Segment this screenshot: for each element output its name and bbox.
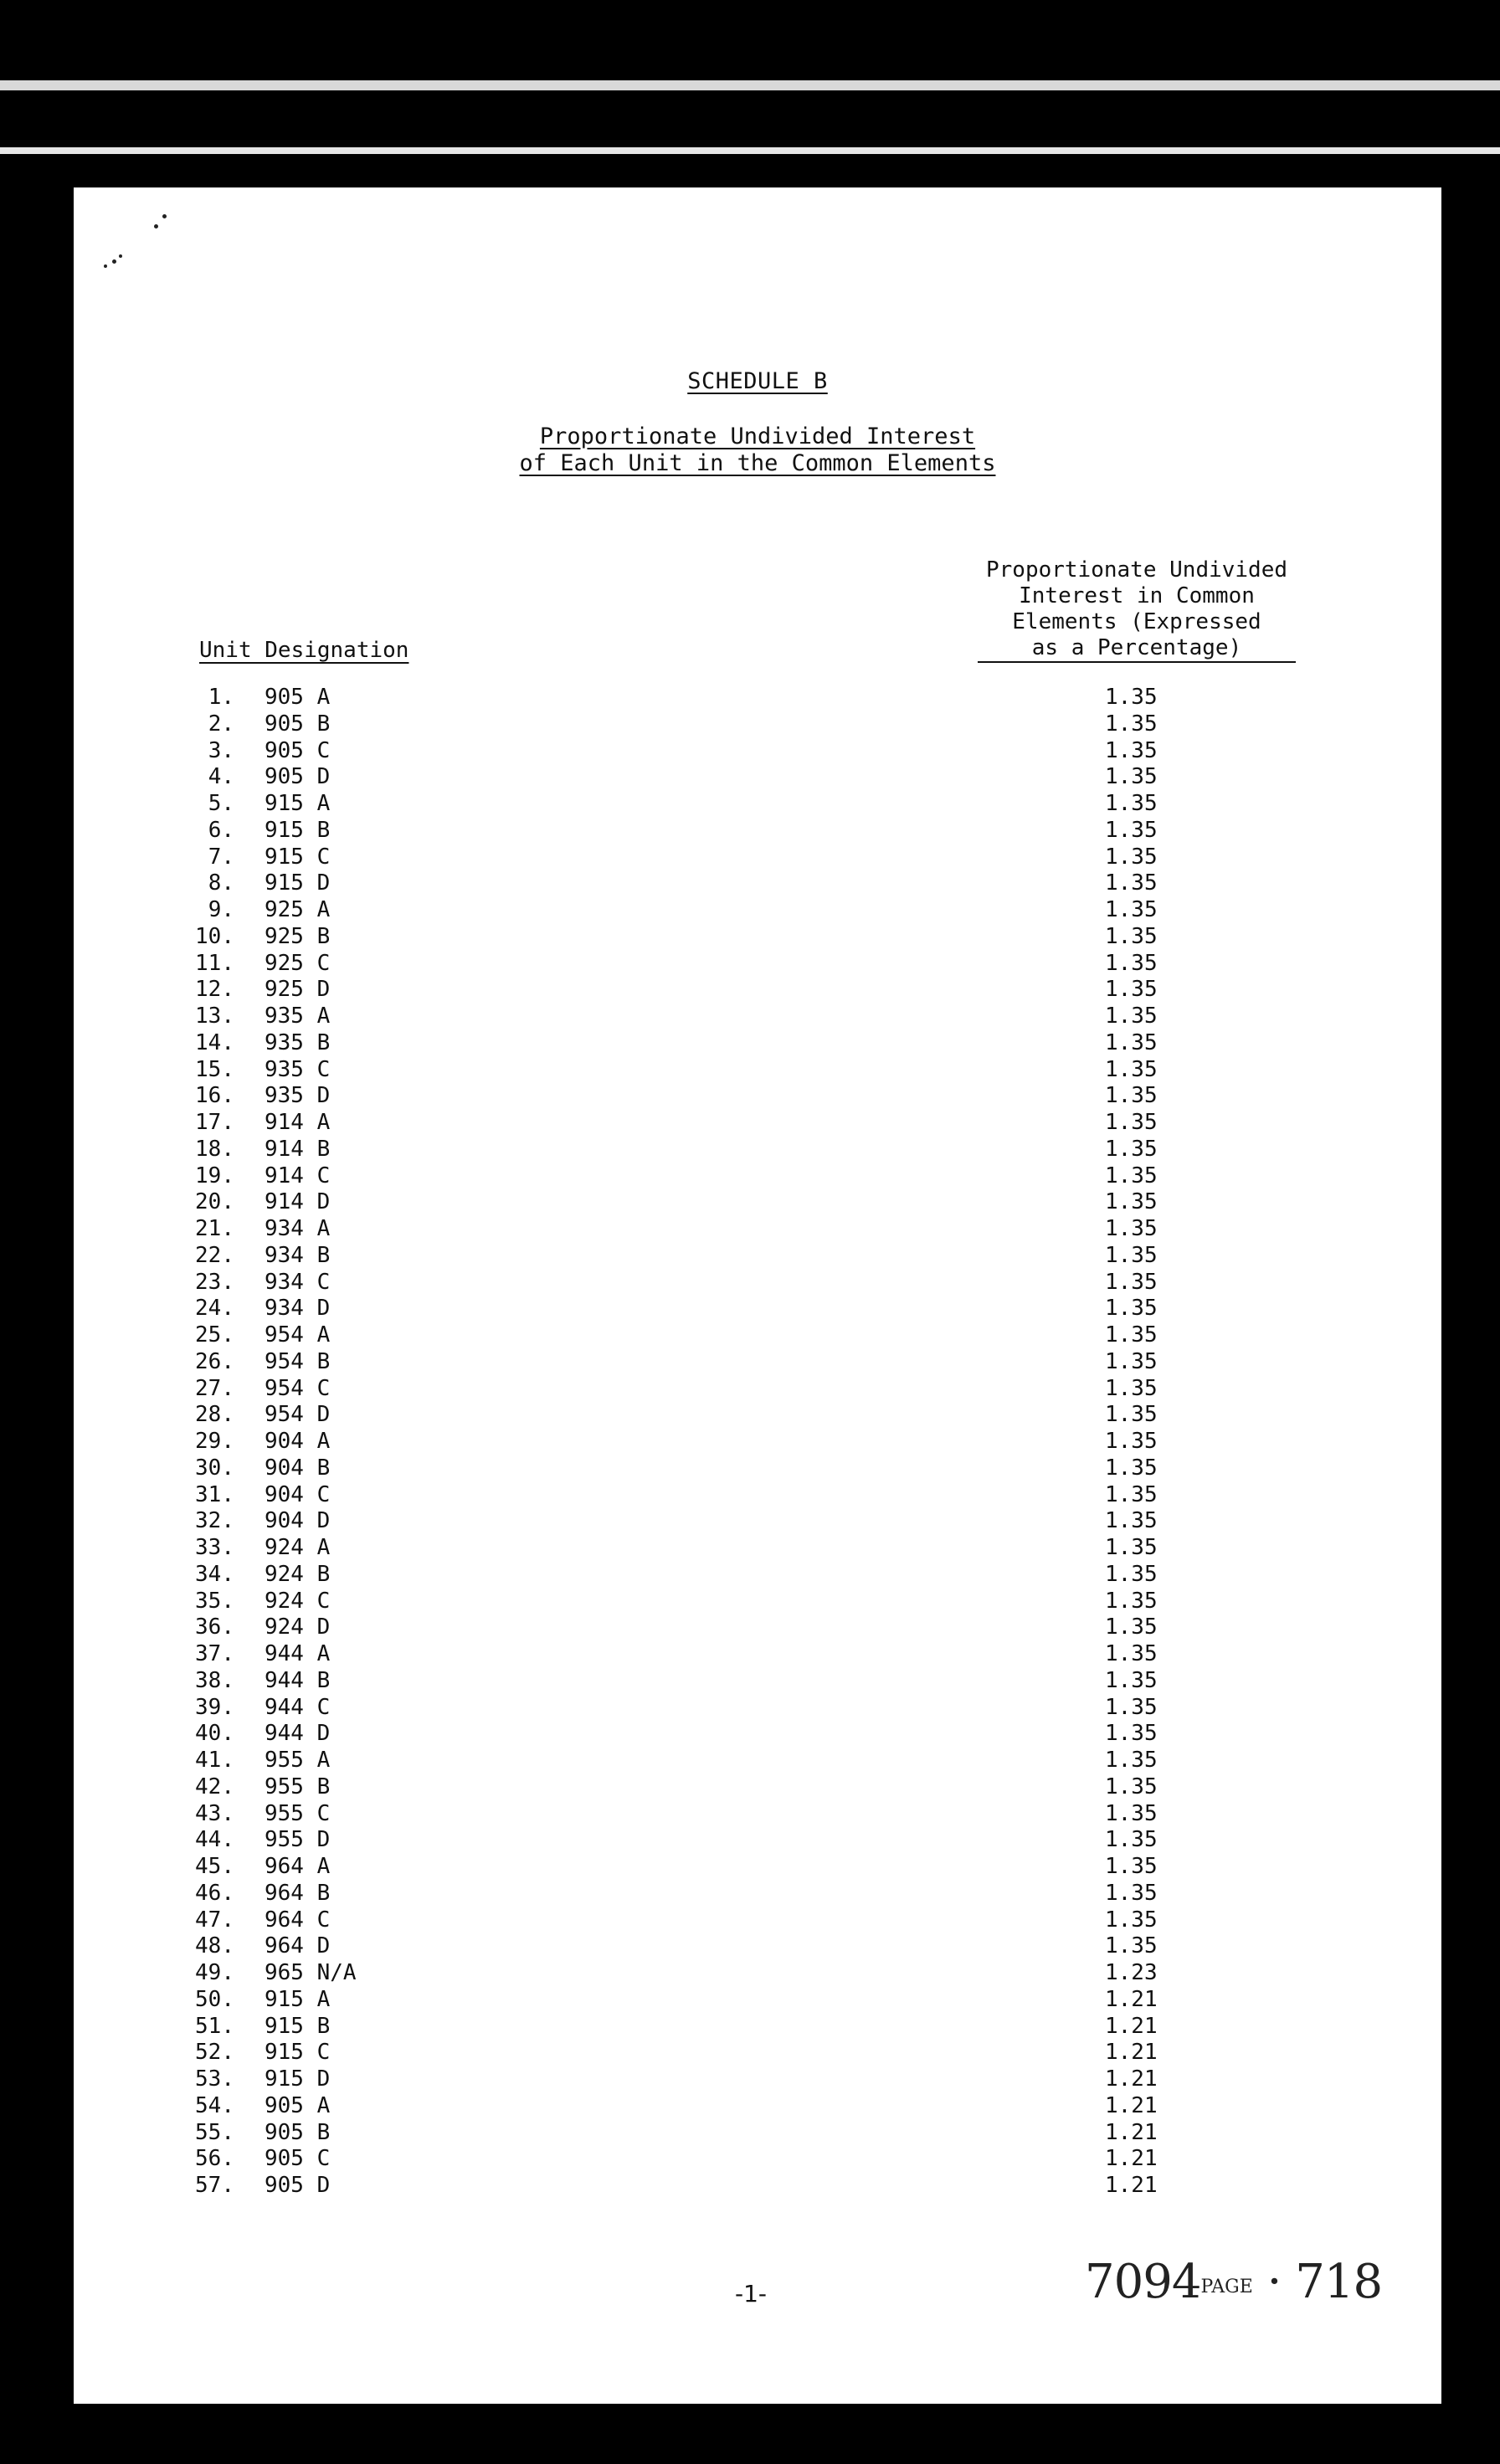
unit-designation: 955 B: [265, 1774, 331, 1799]
row-number: 55.: [195, 2119, 234, 2145]
table-row: [74, 1535, 1441, 1562]
row-number: 40.: [195, 1721, 234, 1747]
row-number: 47.: [195, 1907, 234, 1933]
interest-percentage: 1.35: [1105, 1588, 1158, 1614]
interest-percentage: 1.35: [1105, 1694, 1158, 1720]
row-number: 41.: [195, 1748, 234, 1773]
unit-designation: 935 C: [265, 1056, 331, 1082]
table-row: [74, 1216, 1441, 1243]
table-row: [74, 1482, 1441, 1509]
table-row: [74, 1322, 1441, 1349]
unit-designation: 905 A: [265, 2092, 331, 2118]
interest-percentage: 1.21: [1105, 2040, 1158, 2066]
unit-designation: 944 C: [265, 1694, 331, 1720]
unit-designation: 915 D: [265, 870, 331, 896]
table-row: [74, 1508, 1441, 1535]
interest-percentage: 1.35: [1105, 1348, 1158, 1374]
table-row: [74, 764, 1441, 791]
unit-designation: 905 D: [265, 2173, 331, 2198]
interest-percentage: 1.35: [1105, 1322, 1158, 1348]
scan-speck: [104, 264, 107, 268]
unit-designation: 905 A: [265, 685, 331, 710]
interest-percentage: 1.35: [1105, 1110, 1158, 1135]
table-row: [74, 897, 1441, 924]
unit-designation: 925 D: [265, 977, 331, 1003]
row-number: 53.: [195, 2066, 234, 2092]
row-number: 34.: [195, 1561, 234, 1587]
table-row: [74, 1137, 1441, 1163]
table-row: [74, 1668, 1441, 1695]
table-row: [74, 1004, 1441, 1030]
unit-designation: 954 A: [265, 1322, 331, 1348]
interest-percentage: 1.35: [1105, 1880, 1158, 1906]
interest-percentage: 1.21: [1105, 2119, 1158, 2145]
interest-percentage: 1.35: [1105, 817, 1158, 843]
unit-designation: 964 C: [265, 1907, 331, 1933]
unit-designation: 904 D: [265, 1508, 331, 1534]
table-row: [74, 1907, 1441, 1934]
row-number: 9.: [208, 897, 234, 922]
interest-percentage: 1.21: [1105, 2013, 1158, 2039]
unit-designation: 944 B: [265, 1667, 331, 1693]
row-number: 29.: [195, 1429, 234, 1454]
unit-designation: 914 D: [265, 1189, 331, 1215]
table-row: [74, 738, 1441, 765]
row-number: 46.: [195, 1880, 234, 1906]
unit-designation: 925 C: [265, 950, 331, 976]
interest-percentage: 1.35: [1105, 1083, 1158, 1109]
table-row: [74, 1376, 1441, 1403]
interest-percentage: 1.35: [1105, 1136, 1158, 1162]
row-number: 51.: [195, 2013, 234, 2039]
interest-percentage: 1.35: [1105, 1269, 1158, 1295]
row-number: 56.: [195, 2146, 234, 2172]
unit-designation: 904 B: [265, 1455, 331, 1481]
row-number: 11.: [195, 950, 234, 976]
interest-percentage: 1.35: [1105, 1296, 1158, 1322]
table-row: [74, 1429, 1441, 1455]
scan-stripe: [0, 80, 1500, 90]
interest-percentage: 1.35: [1105, 1933, 1158, 1959]
interest-percentage: 1.35: [1105, 1800, 1158, 1826]
table-row: [74, 1163, 1441, 1190]
row-number: 30.: [195, 1455, 234, 1481]
unit-designation: 964 D: [265, 1933, 331, 1959]
unit-designation: 915 A: [265, 791, 331, 816]
row-number: 21.: [195, 1216, 234, 1241]
page-number: -1-: [735, 2280, 768, 2307]
document-subtitle: Proportionate Undivided Interest of Each Unit in the Common Elements: [519, 424, 996, 476]
interest-percentage: 1.35: [1105, 1216, 1158, 1241]
unit-designation: 915 C: [265, 844, 331, 870]
interest-percentage: 1.21: [1105, 2066, 1158, 2092]
row-number: 2.: [208, 711, 234, 737]
unit-designation: 934 D: [265, 1296, 331, 1322]
unit-designation: 935 D: [265, 1083, 331, 1109]
table-row: [74, 1721, 1441, 1748]
unit-designation: 935 B: [265, 1029, 331, 1055]
table-row: [74, 1402, 1441, 1429]
table-row: [74, 818, 1441, 844]
table-row: [74, 1774, 1441, 1801]
row-number: 31.: [195, 1481, 234, 1507]
unit-designation: 954 D: [265, 1402, 331, 1428]
table-row: [74, 2040, 1441, 2066]
row-number: 5.: [208, 791, 234, 816]
interest-percentage: 1.35: [1105, 1614, 1158, 1640]
table-row: [74, 1748, 1441, 1774]
row-number: 48.: [195, 1933, 234, 1959]
unit-designation: 955 A: [265, 1748, 331, 1773]
table-row: [74, 977, 1441, 1004]
table-row: [74, 1083, 1441, 1110]
unit-designation: 944 A: [265, 1641, 331, 1666]
interest-percentage: 1.35: [1105, 1004, 1158, 1029]
table-row: [74, 2173, 1441, 2200]
row-number: 33.: [195, 1535, 234, 1560]
table-row: [74, 1455, 1441, 1482]
unit-designation: 954 B: [265, 1348, 331, 1374]
row-number: 32.: [195, 1508, 234, 1534]
unit-designation: 915 B: [265, 817, 331, 843]
interest-percentage: 1.35: [1105, 1481, 1158, 1507]
row-number: 38.: [195, 1667, 234, 1693]
interest-percentage: 1.35: [1105, 1721, 1158, 1747]
document-page: [74, 187, 1441, 2404]
table-row: [74, 791, 1441, 818]
scan-speck: [119, 254, 122, 258]
table-row: [74, 1270, 1441, 1296]
row-number: 28.: [195, 1402, 234, 1428]
row-number: 36.: [195, 1614, 234, 1640]
row-number: 44.: [195, 1827, 234, 1853]
unit-designation: 964 B: [265, 1880, 331, 1906]
table-row: [74, 1589, 1441, 1615]
unit-designation: 914 C: [265, 1163, 331, 1188]
interest-percentage: 1.35: [1105, 1056, 1158, 1082]
unit-designation: 944 D: [265, 1721, 331, 1747]
interest-percentage: 1.35: [1105, 791, 1158, 816]
unit-designation: 904 C: [265, 1481, 331, 1507]
book-page-stamp: 7094PAGE · 718: [1085, 2255, 1383, 2309]
interest-percentage: 1.35: [1105, 1429, 1158, 1454]
interest-percentage: 1.35: [1105, 977, 1158, 1003]
row-number: 20.: [195, 1189, 234, 1215]
interest-percentage: 1.35: [1105, 1455, 1158, 1481]
unit-designation: 954 C: [265, 1375, 331, 1401]
percentage-column-header: Proportionate Undivided Interest in Common Elements (Expressed as a Percentage): [978, 557, 1296, 663]
table-row: [74, 844, 1441, 871]
row-number: 8.: [208, 870, 234, 896]
unit-designation: 905 D: [265, 764, 331, 790]
unit-designation: 955 D: [265, 1827, 331, 1853]
interest-percentage: 1.21: [1105, 2092, 1158, 2118]
table-row: [74, 1801, 1441, 1828]
interest-percentage: 1.35: [1105, 737, 1158, 763]
unit-designation: 934 A: [265, 1216, 331, 1241]
table-row: [74, 1933, 1441, 1960]
interest-percentage: 1.35: [1105, 1029, 1158, 1055]
unit-designation: 915 D: [265, 2066, 331, 2092]
row-number: 43.: [195, 1800, 234, 1826]
interest-percentage: 1.35: [1105, 1189, 1158, 1215]
interest-percentage: 1.35: [1105, 1402, 1158, 1428]
table-row: [74, 2093, 1441, 2120]
table-row: [74, 1349, 1441, 1376]
document-title: SCHEDULE B: [687, 368, 828, 394]
row-number: 42.: [195, 1774, 234, 1799]
row-number: 26.: [195, 1348, 234, 1374]
table-row: [74, 951, 1441, 978]
unit-designation: 925 A: [265, 897, 331, 922]
row-number: 22.: [195, 1242, 234, 1268]
row-number: 15.: [195, 1056, 234, 1082]
row-number: 25.: [195, 1322, 234, 1348]
scan-stripe: [0, 147, 1500, 154]
table-row: [74, 1881, 1441, 1907]
row-number: 23.: [195, 1269, 234, 1295]
unit-designation: 924 A: [265, 1535, 331, 1560]
interest-percentage: 1.35: [1105, 1854, 1158, 1879]
interest-percentage: 1.35: [1105, 923, 1158, 949]
row-number: 54.: [195, 2092, 234, 2118]
table-row: [74, 1641, 1441, 1668]
interest-percentage: 1.23: [1105, 1960, 1158, 1985]
unit-designation: 904 A: [265, 1429, 331, 1454]
unit-designation: 935 A: [265, 1004, 331, 1029]
unit-designation: 924 C: [265, 1588, 331, 1614]
row-number: 18.: [195, 1136, 234, 1162]
interest-percentage: 1.21: [1105, 2173, 1158, 2198]
interest-percentage: 1.35: [1105, 897, 1158, 922]
interest-percentage: 1.35: [1105, 1163, 1158, 1188]
row-number: 16.: [195, 1083, 234, 1109]
table-row: [74, 1110, 1441, 1137]
table-row: [74, 1987, 1441, 2014]
interest-percentage: 1.35: [1105, 685, 1158, 710]
table-row: [74, 1695, 1441, 1722]
table-row: [74, 1960, 1441, 1987]
unit-designation: 925 B: [265, 923, 331, 949]
table-row: [74, 1030, 1441, 1057]
row-number: 45.: [195, 1854, 234, 1879]
table-row: [74, 1562, 1441, 1589]
table-row: [74, 2066, 1441, 2093]
unit-designation: 905 C: [265, 2146, 331, 2172]
row-number: 6.: [208, 817, 234, 843]
interest-percentage: 1.35: [1105, 1774, 1158, 1799]
unit-designation: 915 A: [265, 1986, 331, 2012]
unit-designation: 934 B: [265, 1242, 331, 1268]
interest-percentage: 1.35: [1105, 1375, 1158, 1401]
interest-percentage: 1.35: [1105, 870, 1158, 896]
row-number: 52.: [195, 2040, 234, 2066]
table-row: [74, 2146, 1441, 2173]
row-number: 35.: [195, 1588, 234, 1614]
unit-designation: 914 B: [265, 1136, 331, 1162]
table-row: [74, 2120, 1441, 2147]
interest-percentage: 1.21: [1105, 1986, 1158, 2012]
table-row: [74, 1057, 1441, 1084]
interest-percentage: 1.35: [1105, 1827, 1158, 1853]
interest-percentage: 1.35: [1105, 1748, 1158, 1773]
interest-percentage: 1.35: [1105, 1907, 1158, 1933]
table-row: [74, 1296, 1441, 1322]
row-number: 10.: [195, 923, 234, 949]
table-row: [74, 1614, 1441, 1641]
table-row: [74, 1854, 1441, 1881]
unit-designation: 905 B: [265, 711, 331, 737]
scan-border-top: [0, 0, 1500, 184]
row-number: 50.: [195, 1986, 234, 2012]
row-number: 39.: [195, 1694, 234, 1720]
interest-percentage: 1.35: [1105, 1641, 1158, 1666]
interest-percentage: 1.35: [1105, 1242, 1158, 1268]
unit-designation: 905 C: [265, 737, 331, 763]
unit-column-header: Unit Designation: [199, 638, 409, 663]
unit-designation: 964 A: [265, 1854, 331, 1879]
table-row: [74, 1827, 1441, 1854]
interest-percentage: 1.35: [1105, 711, 1158, 737]
row-number: 27.: [195, 1375, 234, 1401]
table-row: [74, 1189, 1441, 1216]
unit-designation: 924 B: [265, 1561, 331, 1587]
row-number: 1.: [208, 685, 234, 710]
row-number: 4.: [208, 764, 234, 790]
interest-percentage: 1.21: [1105, 2146, 1158, 2172]
unit-designation: 934 C: [265, 1269, 331, 1295]
scan-speck: [162, 214, 167, 218]
row-number: 19.: [195, 1163, 234, 1188]
row-number: 17.: [195, 1110, 234, 1135]
unit-designation: 965 N/A: [265, 1960, 357, 1985]
table-row: [74, 924, 1441, 951]
row-number: 49.: [195, 1960, 234, 1985]
row-number: 7.: [208, 844, 234, 870]
interest-percentage: 1.35: [1105, 1535, 1158, 1560]
table-row: [74, 870, 1441, 897]
unit-designation: 924 D: [265, 1614, 331, 1640]
unit-designation: 915 B: [265, 2013, 331, 2039]
interest-percentage: 1.35: [1105, 1508, 1158, 1534]
unit-designation: 915 C: [265, 2040, 331, 2066]
unit-designation: 914 A: [265, 1110, 331, 1135]
row-number: 12.: [195, 977, 234, 1003]
row-number: 24.: [195, 1296, 234, 1322]
interest-percentage: 1.35: [1105, 1667, 1158, 1693]
table-row: [74, 1243, 1441, 1270]
table-row: [74, 2014, 1441, 2041]
interest-percentage: 1.35: [1105, 950, 1158, 976]
table-row: [74, 711, 1441, 738]
unit-designation: 955 C: [265, 1800, 331, 1826]
interest-percentage: 1.35: [1105, 844, 1158, 870]
interest-percentage: 1.35: [1105, 764, 1158, 790]
interest-percentage: 1.35: [1105, 1561, 1158, 1587]
row-number: 37.: [195, 1641, 234, 1666]
unit-table: [74, 685, 1441, 2200]
row-number: 3.: [208, 737, 234, 763]
scan-speck: [154, 224, 158, 228]
unit-designation: 905 B: [265, 2119, 331, 2145]
row-number: 57.: [195, 2173, 234, 2198]
scan-speck: [112, 259, 116, 264]
row-number: 13.: [195, 1004, 234, 1029]
row-number: 14.: [195, 1029, 234, 1055]
table-row: [74, 685, 1441, 711]
